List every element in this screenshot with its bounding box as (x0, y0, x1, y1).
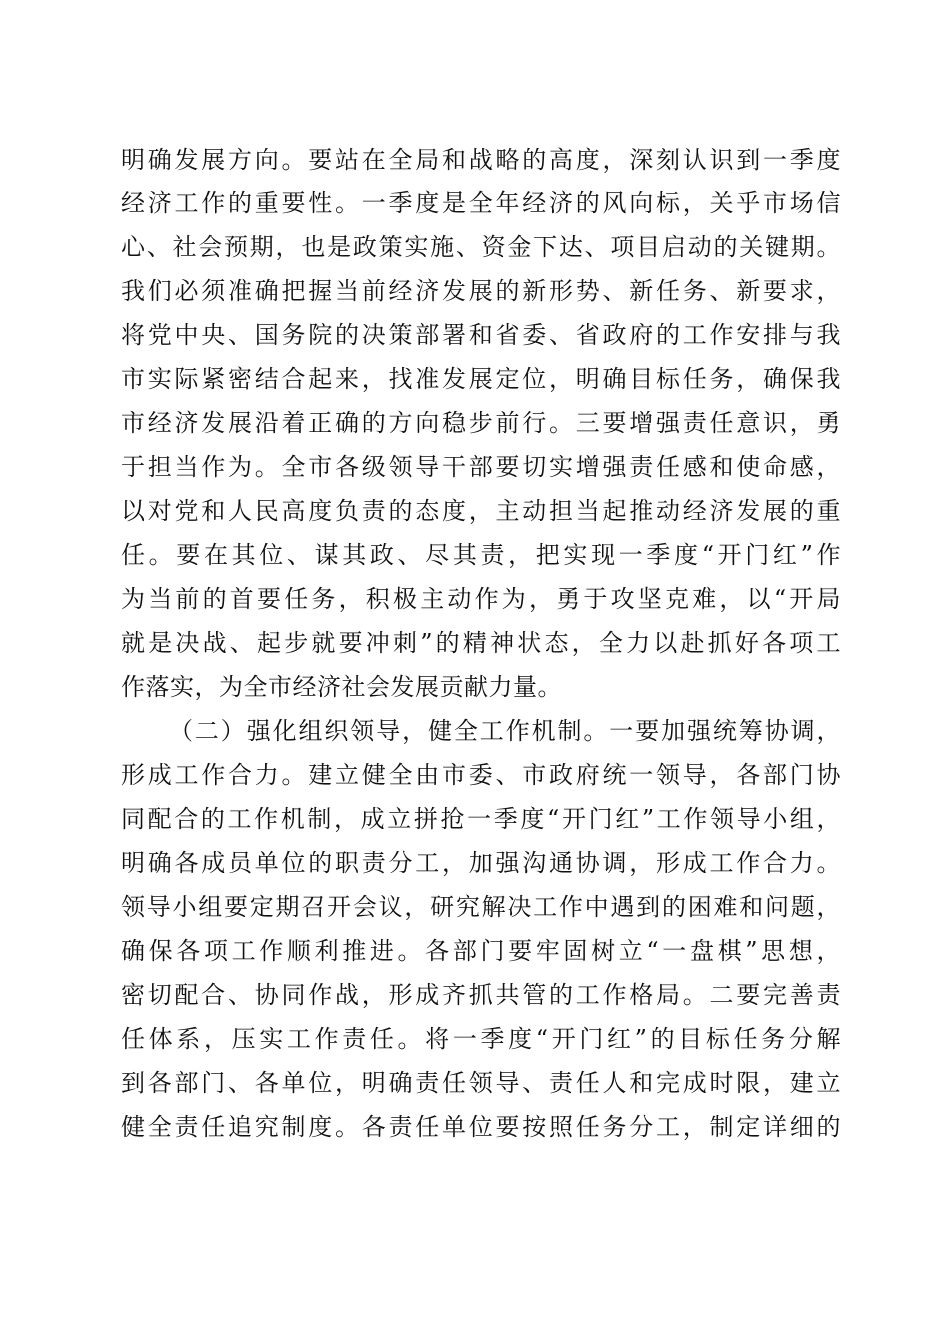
text-line: 市实际紧密结合起来，找准发展定位，明确目标任务，确保我 (121, 365, 841, 393)
text-line: 密切配合、协同作战，形成齐抓共管的工作格局。二要完善责 (121, 981, 841, 1009)
text-line: 明确各成员单位的职责分工，加强沟通协调，形成工作合力。 (121, 849, 841, 877)
text-line: 就是决战、起步就要冲刺”的精神状态，全力以赴抓好各项工 (121, 629, 841, 657)
text-line: 经济工作的重要性。一季度是全年经济的风向标，关乎市场信 (121, 189, 841, 217)
text-line: 我们必须准确把握当前经济发展的新形势、新任务、新要求， (121, 277, 841, 305)
text-line: 任。要在其位、谋其政、尽其责，把实现一季度“开门红”作 (121, 541, 841, 569)
text-line: 同配合的工作机制，成立拼抢一季度“开门红”工作领导小组， (121, 805, 841, 833)
text-line: 为当前的首要任务，积极主动作为，勇于攻坚克难，以“开局 (121, 585, 841, 613)
text-line: 将党中央、国务院的决策部署和省委、省政府的工作安排与我 (121, 321, 841, 349)
text-line: 确保各项工作顺利推进。各部门要牢固树立“一盘棋”思想， (121, 937, 841, 965)
text-line: 健全责任追究制度。各责任单位要按照任务分工，制定详细的 (121, 1113, 841, 1141)
text-line: 任体系，压实工作责任。将一季度“开门红”的目标任务分解 (121, 1025, 841, 1053)
text-line: 于担当作为。全市各级领导干部要切实增强责任感和使命感， (121, 453, 841, 481)
text-line: 市经济发展沿着正确的方向稳步前行。三要增强责任意识，勇 (121, 409, 841, 437)
text-line: 到各部门、各单位，明确责任领导、责任人和完成时限，建立 (121, 1069, 841, 1097)
text-line: 领导小组要定期召开会议，研究解决工作中遇到的困难和问题， (121, 893, 841, 921)
text-line: 以对党和人民高度负责的态度，主动担当起推动经济发展的重 (121, 497, 841, 525)
text-line: 心、社会预期，也是政策实施、资金下达、项目启动的关键期。 (121, 233, 841, 261)
text-line: 明确发展方向。要站在全局和战略的高度，深刻认识到一季度 (121, 146, 841, 174)
text-line: 作落实，为全市经济社会发展贡献力量。 (121, 673, 562, 701)
section-heading-line: （二）强化组织领导，健全工作机制。一要加强统筹协调， (169, 717, 841, 745)
text-line: 形成工作合力。建立健全由市委、市政府统一领导，各部门协 (121, 761, 841, 789)
